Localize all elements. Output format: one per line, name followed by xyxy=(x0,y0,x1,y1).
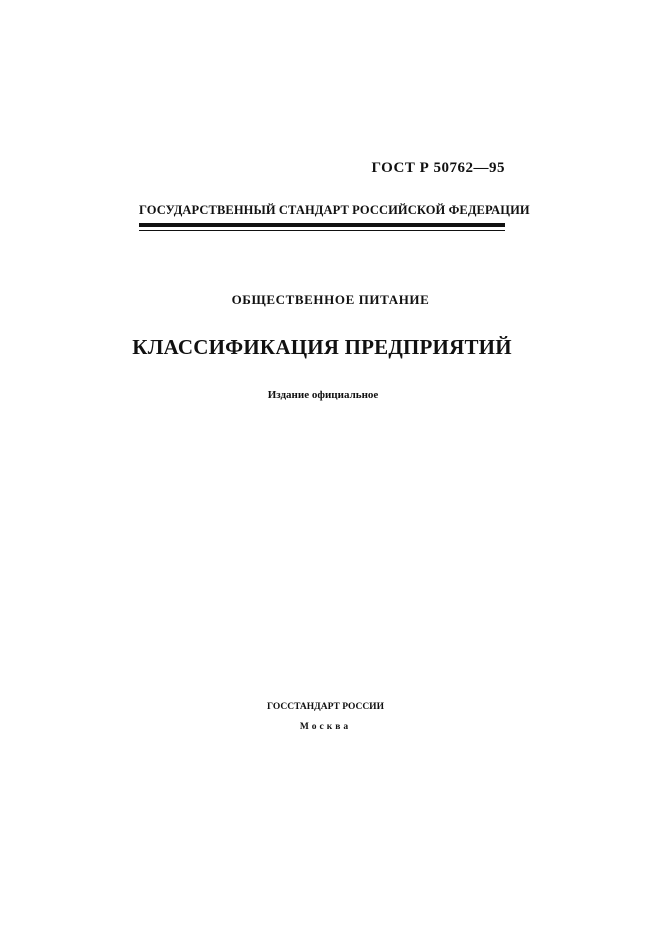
document-title: КЛАССИФИКАЦИЯ ПРЕДПРИЯТИЙ xyxy=(132,335,512,359)
standard-type-title: ГОСУДАРСТВЕННЫЙ СТАНДАРТ РОССИЙСКОЙ ФЕДЕРАЦИИ xyxy=(139,203,530,217)
header-rule-thick xyxy=(139,223,505,227)
publisher-name: ГОССТАНДАРТ РОССИИ xyxy=(267,702,384,712)
standard-designation: ГОСТ Р 50762—95 xyxy=(371,160,505,176)
header-rule-thin xyxy=(139,230,505,231)
subject-heading: ОБЩЕСТВЕННОЕ ПИТАНИЕ xyxy=(231,292,430,307)
publication-city: Москва xyxy=(299,722,352,732)
edition-note: Издание официальное xyxy=(267,389,379,401)
